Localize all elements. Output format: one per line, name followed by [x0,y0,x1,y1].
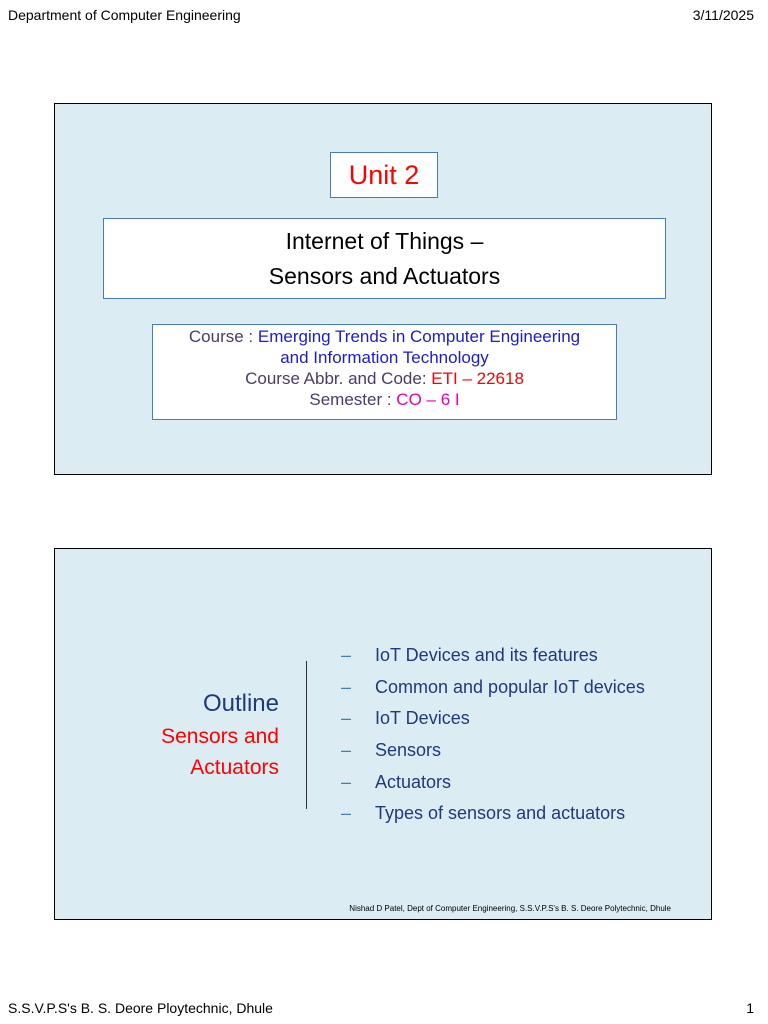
outline-list [341,640,645,830]
vertical-divider [306,661,307,809]
institute-name: S.S.V.P.S's B. S. Deore Ploytechnic, Dhule [8,1000,273,1016]
list-item-text: Actuators [375,771,452,792]
dash-bullet: – [341,771,352,792]
course-name-1: Emerging Trends in Computer Engineering [257,327,581,346]
unit-label: Unit 2 [330,152,438,198]
course-info-box [152,324,617,420]
slide-title-box [103,218,666,299]
slide-footer: Nishad D Patel, Dept of Computer Engineering, S.S.V.P.S's B. S. Deore Polytechnic, Dhule [349,904,671,913]
dash-bullet: – [341,645,352,665]
course-label: Course : [188,327,258,346]
slide-title [54,103,712,475]
department-name: Department of Computer Engineering [8,7,241,23]
slide-outline [54,548,712,920]
page-footer [8,1000,754,1016]
title-line-1: Internet of Things – [285,228,484,254]
dash-bullet: – [341,803,352,824]
list-item-text: Types of sensors and actuators [375,803,626,824]
dash-bullet: – [341,708,352,729]
list-item [341,735,645,767]
list-item [341,672,645,704]
title-line-2: Sensors and Actuators [268,263,501,289]
semester-label: Semester : [309,390,397,409]
list-item [341,767,645,799]
course-name-2: and Information Technology [280,348,489,367]
dash-bullet: – [341,676,352,697]
outline-subtitle-1: Sensors and [161,725,279,748]
list-item [341,703,645,735]
outline-subtitle-2: Actuators [190,756,279,779]
print-date: 3/11/2025 [692,7,754,23]
abbr-label: Course Abbr. and Code: [245,369,432,388]
semester-value: CO – 6 I [396,390,460,409]
list-item-text: IoT Devices [375,708,470,729]
list-item-text: Sensors [375,740,442,761]
list-item [341,798,645,830]
abbr-line [153,368,616,389]
abbr-value: ETI – 22618 [431,369,524,388]
page-header [8,7,754,23]
outline-heading [161,687,279,783]
list-item-text: IoT Devices and its features [375,645,598,665]
list-item [341,640,645,672]
list-item-text: Common and popular IoT devices [375,676,645,697]
course-line [153,326,616,347]
semester-line [153,389,616,410]
page-number: 1 [746,1000,754,1016]
outline-title: Outline [202,690,279,717]
dash-bullet: – [341,740,352,761]
